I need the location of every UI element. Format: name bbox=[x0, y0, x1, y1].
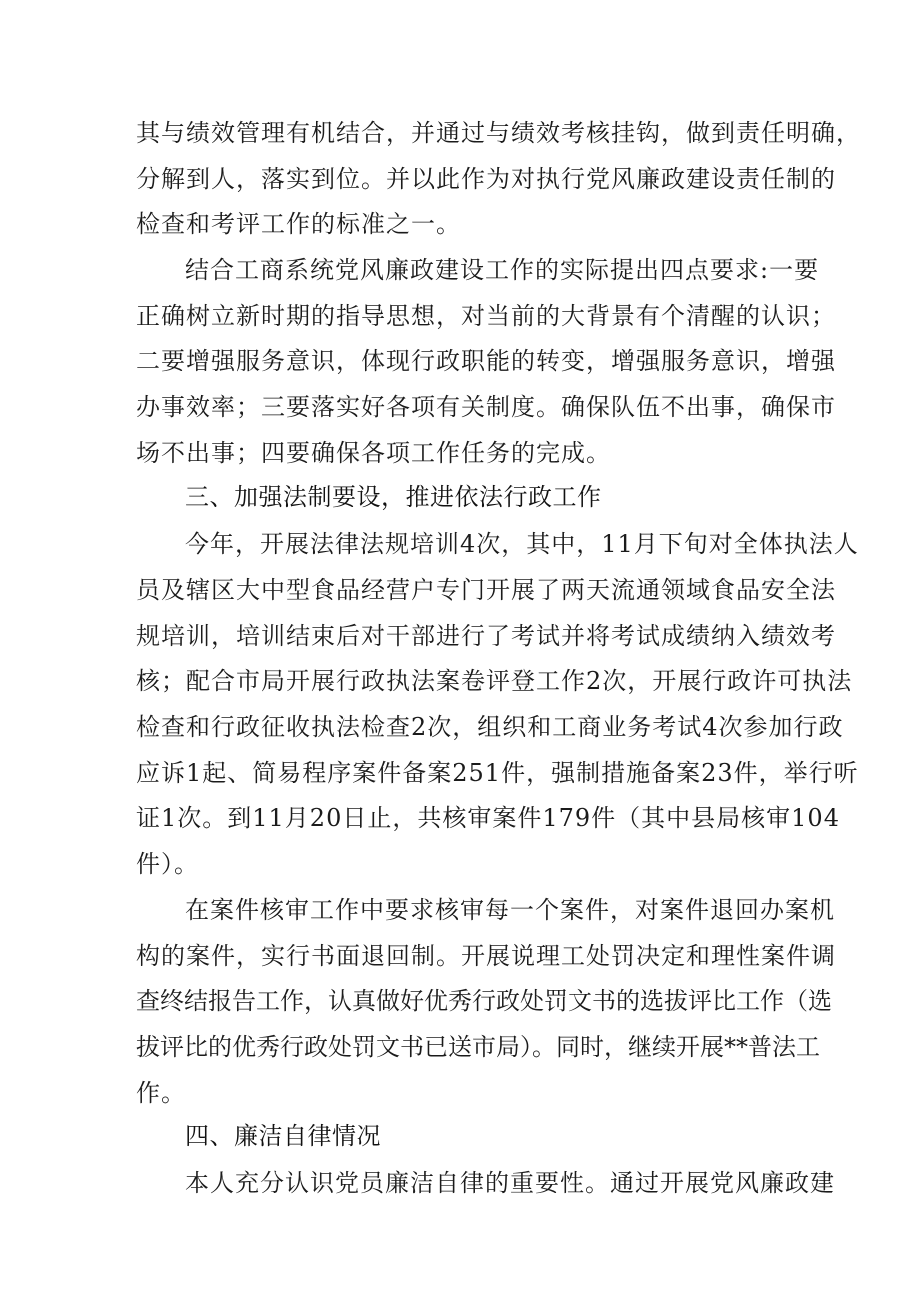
paragraph-3-line-4: 核；配合市局开展行政执法案卷评登工作2次，开展行政许可执法 bbox=[136, 667, 853, 695]
paragraph-2-line-2: 正确树立新时期的指导思想，对当前的大背景有个清醒的认识； bbox=[136, 302, 836, 330]
paragraph-3-line-7: 证1次。到11月20日止，共核审案件179件（其中县局核审104 bbox=[136, 804, 840, 832]
paragraph-3-line-8: 件）。 bbox=[136, 850, 199, 878]
paragraph-3-line-5: 检查和行政征收执法检查2次，组织和工商业务考试4次参加行政 bbox=[136, 713, 844, 741]
paragraph-3-line-1: 今年，开展法律法规培训4次，其中，11月下旬对全体执法人 bbox=[185, 530, 859, 558]
paragraph-5-line-1: 本人充分认识党员廉洁自律的重要性。通过开展党风廉政建 bbox=[185, 1169, 835, 1197]
paragraph-1-line-1: 其与绩效管理有机结合，并通过与绩效考核挂钩，做到责任明确， bbox=[136, 119, 861, 147]
paragraph-4-line-4: 拔评比的优秀行政处罚文书已送市局）。同时，继续开展**普法工 bbox=[136, 1033, 820, 1061]
paragraph-4-line-3: 查终结报告工作，认真做好优秀行政处罚文书的选拔评比工作（选 bbox=[136, 987, 832, 1015]
paragraph-2-line-4: 办事效率；三要落实好各项有关制度。确保队伍不出事，确保市 bbox=[136, 393, 836, 421]
paragraph-2-line-3: 二要增强服务意识，体现行政职能的转变，增强服务意识，增强 bbox=[136, 347, 836, 375]
paragraph-2-line-1: 结合工商系统党风廉政建设工作的实际提出四点要求:一要 bbox=[185, 256, 820, 284]
paragraph-4-line-1: 在案件核审工作中要求核审每一个案件，对案件退回办案机 bbox=[185, 896, 835, 924]
paragraph-2-line-5: 场不出事；四要确保各项工作任务的完成。 bbox=[136, 439, 611, 467]
paragraph-3-line-2: 员及辖区大中型食品经营户专门开展了两天流通领域食品安全法 bbox=[136, 576, 836, 604]
paragraph-3-line-3: 规培训，培训结束后对干部进行了考试并将考试成绩纳入绩效考 bbox=[136, 622, 836, 650]
paragraph-1-line-2: 分解到人，落实到位。并以此作为对执行党风廉政建设责任制的 bbox=[136, 165, 836, 193]
paragraph-4-line-5: 作。 bbox=[136, 1079, 186, 1107]
paragraph-4-line-2: 构的案件，实行书面退回制。开展说理工处罚决定和理性案件调 bbox=[136, 942, 836, 970]
section-heading-4: 四、廉洁自律情况 bbox=[185, 1122, 381, 1150]
paragraph-3-line-6: 应诉1起、简易程序案件备案251件，强制措施备案23件，举行听 bbox=[136, 759, 859, 787]
paragraph-1-line-3: 检查和考评工作的标准之一。 bbox=[136, 210, 461, 238]
section-heading-3: 三、加强法制要设，推进依法行政工作 bbox=[185, 483, 602, 511]
